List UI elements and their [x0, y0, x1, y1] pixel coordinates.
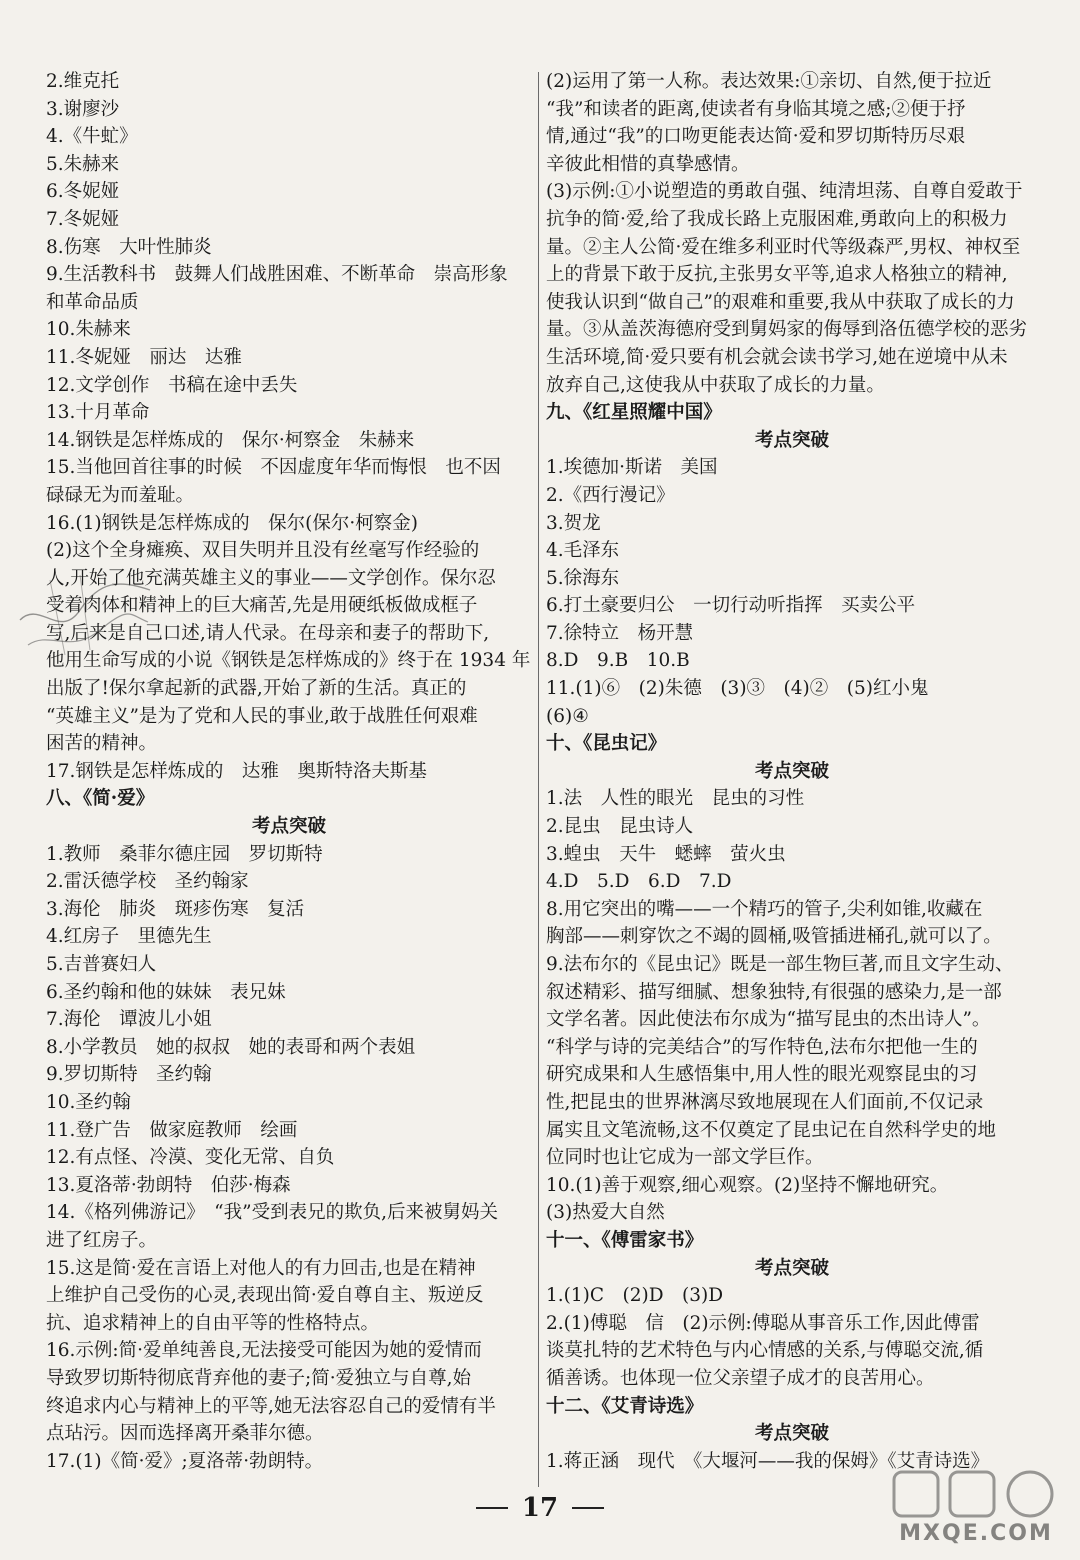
text-line: 6.圣约翰和他的妹妹 表兄妹: [46, 981, 286, 1003]
text-line: 1.(1)C (2)D (3)D: [546, 1285, 724, 1307]
text-line: 1.蒋正涵 现代 《大堰河——我的保姆》《艾青诗选》: [546, 1450, 990, 1472]
text-line: 1.教师 桑菲尔德庄园 罗切斯特: [46, 843, 323, 865]
text-line: 位同时也让它成为一部文学巨作。: [546, 1147, 824, 1169]
text-line: 辛彼此相惜的真挚感情。: [546, 153, 750, 175]
text-line: 9.生活教科书 鼓舞人们战胜困难、不断革命 崇高形象: [46, 264, 508, 286]
text-line: 2.昆虫 昆虫诗人: [546, 816, 694, 838]
text-line: “我”和读者的距离,使读者有身临其境之感;②便于抒: [546, 98, 966, 120]
text-line: 16.示例:简·爱单纯善良,无法接受可能因为她的爱情而: [46, 1340, 482, 1362]
text-line: 11.登广告 做家庭教师 绘画: [46, 1119, 298, 1141]
text-line: 受着肉体和精神上的巨大痛苦,先是用硬纸板做成框子: [46, 595, 478, 617]
text-line: 困苦的精神。: [46, 733, 158, 755]
footer-dash-right: [572, 1507, 604, 1509]
text-line: 4.《牛虻》: [46, 126, 138, 148]
section-heading: 九、《红星照耀中国》: [546, 402, 722, 424]
text-line: 写,后来是自己口述,请人代录。在母亲和妻子的帮助下,: [46, 622, 490, 644]
section-heading: 十、《昆虫记》: [546, 733, 667, 755]
text-line: 上维护自己受伤的心灵,表现出简·爱自尊自主、叛逆反: [46, 1285, 484, 1307]
subsection-heading: 考点突破: [754, 1257, 829, 1279]
watermark-stamp-icon: [888, 1466, 1064, 1526]
text-line: “英雄主义”是为了党和人民的事业,敢于战胜任何艰难: [46, 705, 478, 727]
text-line: (3)热爱大自然: [546, 1202, 665, 1224]
text-line: 量。③从盖茨海德府受到舅妈家的侮辱到洛伍德学校的恶劣: [546, 319, 1028, 341]
text-line: 情,通过“我”的口吻更能表达简·爱和罗切斯特历尽艰: [546, 126, 966, 148]
text-line: 研究成果和人生感悟集中,用人性的眼光观察昆虫的习: [546, 1064, 978, 1086]
text-line: 出版了!保尔拿起新的武器,开始了新的生活。真正的: [46, 678, 467, 700]
text-line: 放弃自己,这使我从中获取了成长的力量。: [546, 374, 885, 396]
text-line: 5.吉普赛妇人: [46, 954, 157, 975]
text-line: 13.十月革命: [46, 402, 150, 424]
text-line: 11.(1)⑥ (2)朱德 (3)③ (4)② (5)红小鬼: [546, 678, 929, 700]
watermark-logo: [888, 1466, 1064, 1550]
text-line: 8.D 9.B 10.B: [546, 650, 690, 672]
subsection-heading: 考点突破: [754, 760, 829, 782]
text-line: 13.夏洛蒂·勃朗特 伯莎·梅森: [46, 1174, 291, 1196]
text-line: 循善诱。也体现一位父亲望子成才的良苦用心。: [546, 1367, 935, 1389]
text-line: 4.红房子 里德先生: [46, 926, 212, 948]
text-line: (3)示例:①小说塑造的勇敢自强、纯清坦荡、自尊自爱敢于: [546, 181, 1023, 203]
text-line: 7.冬妮娅: [46, 208, 120, 230]
text-line: 胸部——刺穿饮之不竭的圆桶,吸管插进桶孔,就可以了。: [546, 926, 1002, 948]
text-line: (6)④: [546, 705, 589, 727]
text-line: 终追求内心与精神上的平等,她无法容忍自己的爱情有半: [46, 1395, 496, 1417]
text-line: 导致罗切斯特彻底背弃他的妻子;简·爱独立与自尊,始: [46, 1367, 471, 1389]
text-line: 5.朱赫来: [46, 153, 120, 175]
text-line: 15.这是简·爱在言语上对他人的有力回击,也是在精神: [46, 1257, 476, 1279]
left-column: [46, 68, 532, 1475]
text-line: 1.法 人性的眼光 昆虫的习性: [546, 788, 805, 810]
text-line: 17.钢铁是怎样炼成的 达雅 奥斯特洛夫斯基: [46, 760, 427, 782]
subsection-heading: 考点突破: [251, 816, 326, 838]
text-line: 人,开始了他充满英雄主义的事业——文学创作。保尔忍: [46, 567, 496, 589]
text-line: 7.海伦 谭波儿小姐: [46, 1009, 212, 1031]
subsection-heading: 考点突破: [754, 429, 829, 451]
text-line: 9.罗切斯特 圣约翰: [46, 1064, 212, 1086]
text-line: 10.朱赫来: [46, 319, 131, 341]
text-line: 12.有点怪、冷漠、变化无常、自负: [46, 1147, 335, 1169]
text-line: 碌碌无为而羞耻。: [46, 484, 195, 506]
text-line: 3.蝗虫 天牛 蟋蟀 萤火虫: [546, 843, 786, 865]
text-line: 2.雷沃德学校 圣约翰家: [46, 871, 249, 893]
text-line: 3.贺龙: [546, 512, 601, 534]
text-line: 生活环境,简·爱只要有机会就会读书学习,她在逆境中从未: [546, 346, 1008, 368]
text-line: 1.埃德加·斯诺 美国: [546, 457, 718, 479]
text-line: (2)运用了第一人称。表达效果:①亲切、自然,便于拉近: [546, 71, 992, 92]
text-line: 抗、追求精神上的自由平等的性格特点。: [46, 1312, 380, 1334]
text-line: 17.(1)《简·爱》;夏洛蒂·勃朗特。: [46, 1450, 324, 1472]
text-line: 14.钢铁是怎样炼成的 保尔·柯察金 朱赫来: [46, 429, 415, 451]
text-line: 12.文学创作 书稿在途中丢失: [46, 374, 298, 396]
text-line: 抗争的简·爱,给了我成长路上克服困难,勇敢向上的积极力: [546, 208, 1008, 230]
text-line: 15.当他回首往事的时候 不因虚度年华而悔恨 也不因: [46, 457, 501, 479]
text-line: (2)这个全身瘫痪、双目失明并且没有丝毫写作经验的: [46, 540, 480, 562]
column-divider: [538, 72, 539, 1487]
text-line: 16.(1)钢铁是怎样炼成的 保尔(保尔·柯察金): [46, 512, 418, 534]
text-line: 10.圣约翰: [46, 1091, 131, 1113]
text-line: 6.打土豪要归公 一切行动听指挥 买卖公平: [546, 595, 916, 617]
text-line: 属实且文笔流畅,这不仅奠定了昆虫记在自然科学史的地: [546, 1119, 996, 1141]
text-line: 9.法布尔的《昆虫记》既是一部生物巨著,而且文字生动、: [546, 954, 1014, 975]
watermark-text: MXQE.COM: [899, 1521, 1053, 1546]
text-line: 使我认识到“做自己”的艰难和重要,我从中获取了成长的力: [546, 291, 1015, 313]
text-line: 2.维克托: [46, 71, 120, 92]
right-column: [546, 68, 1038, 1475]
text-line: 4.毛泽东: [546, 540, 620, 562]
text-line: 14.《格列佛游记》 “我”受到表兄的欺负,后来被舅妈关: [46, 1202, 498, 1224]
text-line: 点玷污。因而选择离开桑菲尔德。: [46, 1423, 324, 1445]
subsection-heading: 考点突破: [754, 1423, 829, 1445]
text-line: 8.用它突出的嘴——一个精巧的管子,尖利如锥,收藏在: [546, 898, 983, 920]
section-heading: 十二、《艾青诗选》: [546, 1395, 704, 1417]
text-line: 5.徐海东: [546, 567, 620, 589]
text-line: 4.D 5.D 6.D 7.D: [546, 871, 732, 893]
text-line: “科学与诗的完美结合”的写作特色,法布尔把他一生的: [546, 1036, 978, 1058]
text-line: 6.冬妮娅: [46, 181, 120, 203]
text-line: 3.谢廖沙: [46, 98, 120, 120]
page-number: 17: [521, 1493, 559, 1523]
section-heading: 十一、《傅雷家书》: [546, 1229, 704, 1251]
section-heading: 八、《简·爱》: [46, 788, 155, 810]
text-line: 和革命品质: [46, 291, 139, 313]
text-line: 进了红房子。: [46, 1229, 158, 1251]
text-line: 11.冬妮娅 丽达 达雅: [46, 346, 242, 368]
text-line: 7.徐特立 杨开慧: [546, 622, 694, 644]
text-line: 10.(1)善于观察,细心观察。(2)坚持不懈地研究。: [546, 1174, 949, 1196]
text-line: 8.小学教员 她的叔叔 她的表哥和两个表姐: [46, 1036, 416, 1058]
text-line: 2.(1)傅聪 信 (2)示例:傅聪从事音乐工作,因此傅雷: [546, 1312, 980, 1334]
text-line: 性,把昆虫的世界淋漓尽致地展现在人们面前,不仅记录: [546, 1091, 984, 1113]
text-line: 2.《西行漫记》: [546, 484, 675, 506]
text-line: 他用生命写成的小说《钢铁是怎样炼成的》终于在 1934 年: [46, 650, 531, 672]
text-line: 叙述精彩、描写细腻、想象独特,有很强的感染力,是一部: [546, 981, 1002, 1003]
text-line: 8.伤寒 大叶性肺炎: [46, 236, 212, 258]
text-line: 上的背景下敢于反抗,主张男女平等,追求人格独立的精神,: [546, 264, 1008, 286]
footer-dash-left: [476, 1507, 508, 1509]
text-line: 3.海伦 肺炎 斑疹伤寒 复活: [46, 898, 305, 920]
text-line: 文学名著。因此使法布尔成为“描写昆虫的杰出诗人”。: [546, 1009, 991, 1031]
text-line: 量。②主人公简·爱在维多利亚时代等级森严,男权、神权至: [546, 236, 1021, 258]
text-line: 谈莫扎特的艺术特色与内心情感的关系,与傅聪交流,循: [546, 1340, 984, 1362]
handwritten-scribble: [10, 560, 160, 670]
